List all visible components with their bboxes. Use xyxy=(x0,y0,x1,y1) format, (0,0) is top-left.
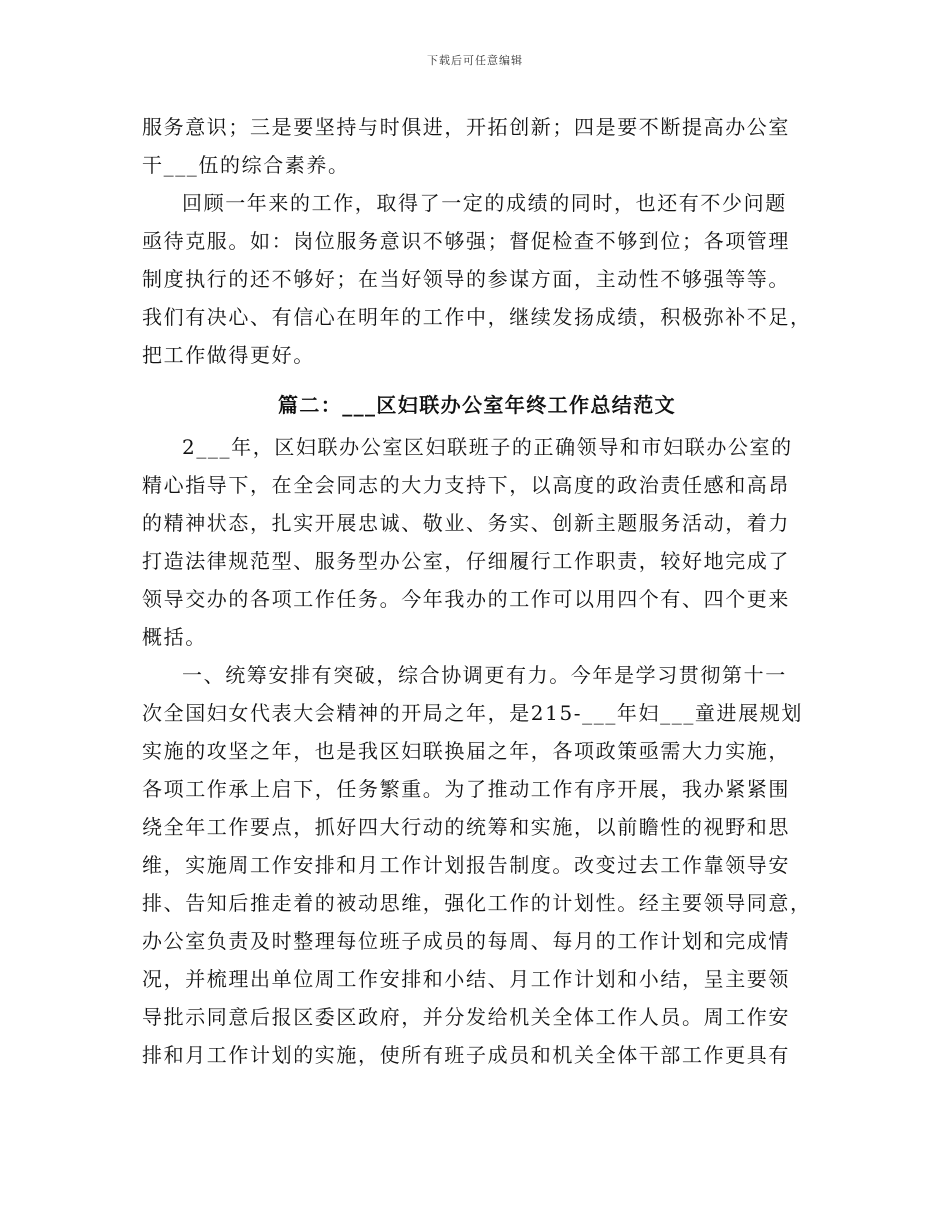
text-line: 精心指导下，在全会同志的大力支持下，以高度的政治责任感和高昂 xyxy=(142,473,790,497)
section-title: 篇二：___区妇联办公室年终工作总结范文 xyxy=(278,393,676,417)
text-line: 各项工作承上启下，任务繁重。为了推动工作有序开展，我办紧紧围 xyxy=(142,777,790,801)
paragraph-2 xyxy=(142,184,812,374)
text-line: 次全国妇女代表大会精神的开局之年，是215-___年妇___童进展规划 xyxy=(142,701,803,725)
text-line: 回顾一年来的工作，取得了一定的成绩的同时，也还有不少问题 xyxy=(182,191,787,215)
text-line: 实施的攻坚之年，也是我区妇联换届之年，各项政策亟需大力实施， xyxy=(142,739,790,763)
text-line: 的精神状态，扎实开展忠诚、敬业、务实、创新主题服务活动，着力 xyxy=(142,511,790,535)
text-line: 干___伍的综合素养。 xyxy=(142,153,350,177)
text-line: 亟待克服。如：岗位服务意识不够强；督促检查不够到位；各项管理 xyxy=(142,229,790,253)
text-line: 排和月工作计划的实施，使所有班子成员和机关全体干部工作更具有 xyxy=(142,1043,790,1067)
paragraph-1 xyxy=(142,108,812,184)
text-line: 绕全年工作要点，抓好四大行动的统筹和实施，以前瞻性的视野和思 xyxy=(142,815,790,839)
text-line: 2___年，区妇联办公室区妇联班子的正确领导和市妇联办公室的 xyxy=(182,435,793,459)
text-line: 打造法律规范型、服务型办公室，仔细履行工作职责，较好地完成了 xyxy=(142,549,790,573)
text-line: 概括。 xyxy=(142,625,207,649)
text-line: 我们有决心、有信心在明年的工作中，继续发扬成绩，积极弥补不足， xyxy=(142,305,812,329)
text-line: 维，实施周工作安排和月工作计划报告制度。改变过去工作靠领导安 xyxy=(142,853,790,877)
document-body xyxy=(142,108,812,1074)
paragraph-4 xyxy=(142,656,812,1074)
text-line: 办公室负责及时整理每位班子成员的每周、每月的工作计划和完成情 xyxy=(142,929,790,953)
text-line: 把工作做得更好。 xyxy=(142,343,315,367)
page-header-note: 下载后可任意编辑 xyxy=(427,54,523,67)
paragraph-3 xyxy=(142,428,812,656)
text-line: 排、告知后推走着的被动思维，强化工作的计划性。经主要领导同意， xyxy=(142,891,812,915)
text-line: 领导交办的各项工作任务。今年我办的工作可以用四个有、四个更来 xyxy=(142,587,790,611)
text-line: 服务意识；三是要坚持与时俱进，开拓创新；四是要不断提高办公室 xyxy=(142,115,790,139)
text-line: 况，并梳理出单位周工作安排和小结、月工作计划和小结，呈主要领 xyxy=(142,967,790,991)
text-line: 导批示同意后报区委区政府，并分发给机关全体工作人员。周工作安 xyxy=(142,1005,790,1029)
text-line: 制度执行的还不够好；在当好领导的参谋方面，主动性不够强等等。 xyxy=(142,267,790,291)
text-line: 一、统筹安排有突破，综合协调更有力。今年是学习贯彻第十一 xyxy=(182,663,787,687)
